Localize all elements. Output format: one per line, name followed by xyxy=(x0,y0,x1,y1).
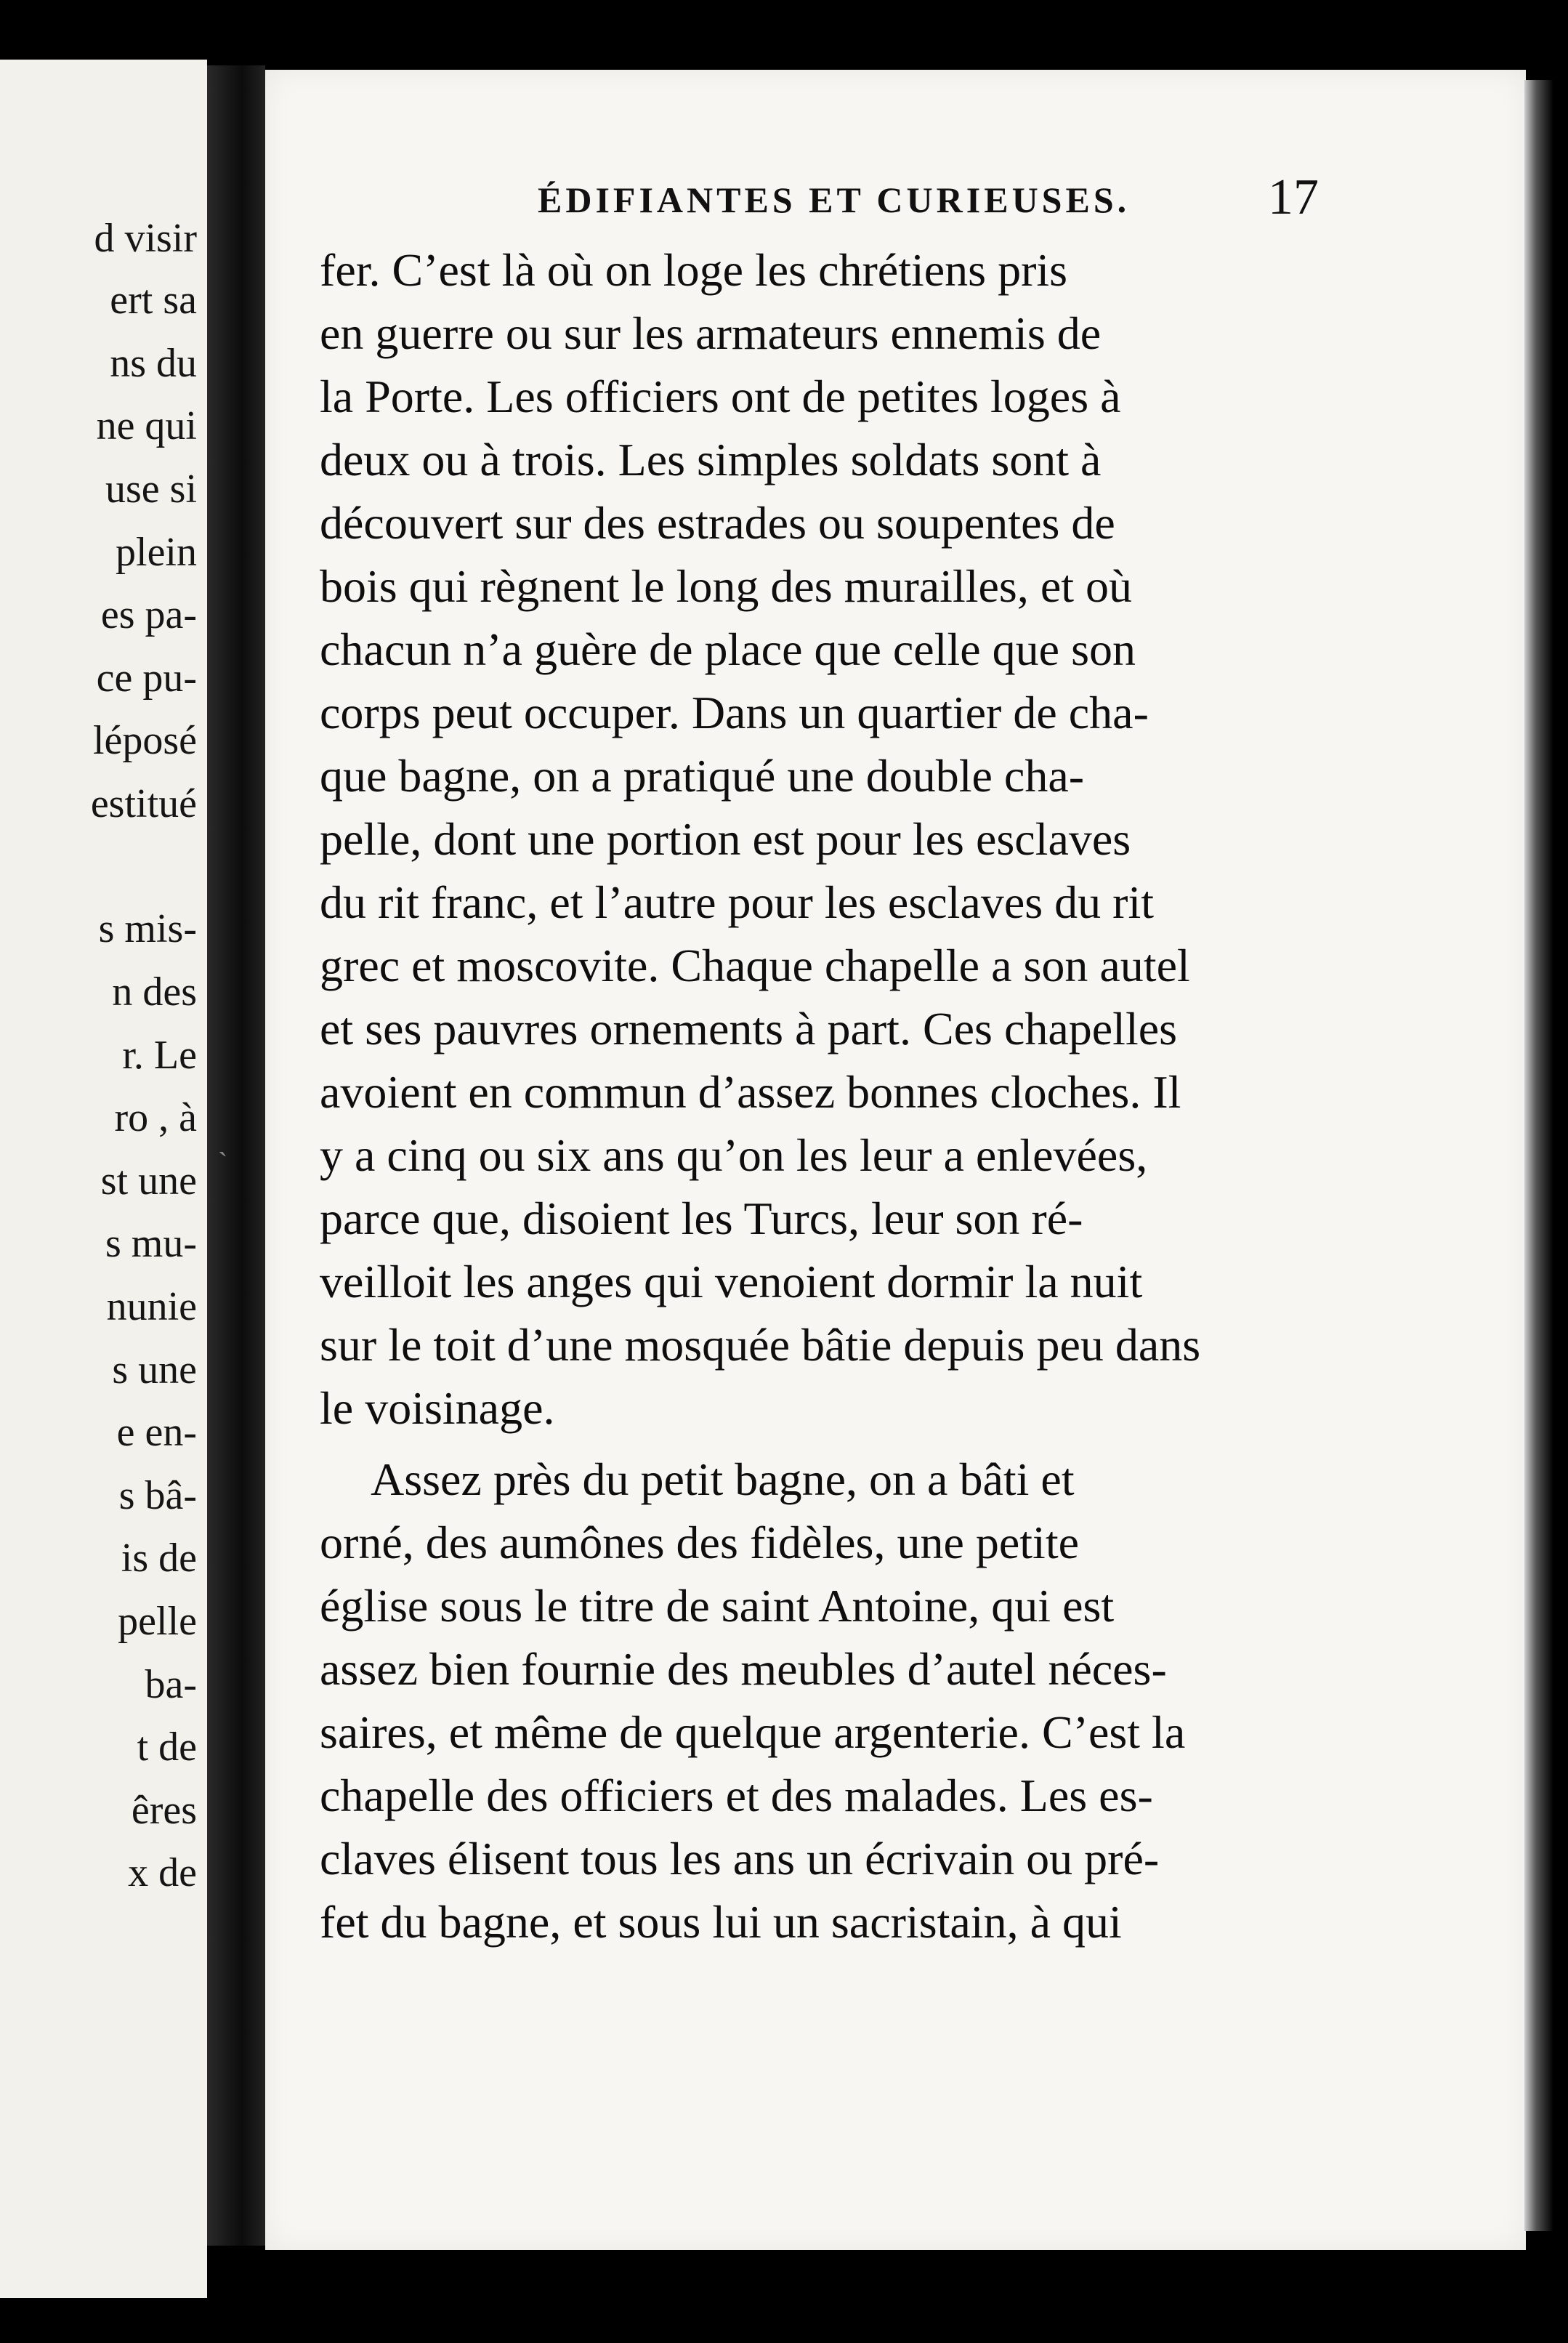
body-text-line: chapelle des officiers et des malades. Les es- xyxy=(320,1770,1153,1821)
body-text-line: sur le toit d’une mosquée bâtie depuis peu dans xyxy=(320,1319,1201,1371)
left-page-line: x de xyxy=(128,1850,197,1895)
body-text-line: le voisinage. xyxy=(320,1382,555,1434)
left-page-line: ne qui xyxy=(96,403,197,448)
left-page-line: r. Le xyxy=(122,1033,197,1078)
left-page-line: st une xyxy=(100,1158,197,1203)
body-text-line: que bagne, on a pratiqué une double cha- xyxy=(320,750,1085,802)
left-page-line: êres xyxy=(131,1788,197,1833)
page-edge-shadow xyxy=(1524,80,1553,2231)
left-page-line: use si xyxy=(105,467,197,512)
left-page-line: ce pu- xyxy=(96,656,197,701)
body-text-line: et ses pauvres ornements à part. Ces chapelles xyxy=(320,1003,1178,1054)
left-page-line: léposé xyxy=(92,718,197,763)
body-text-line: du rit franc, et l’autre pour les esclaves du rit xyxy=(320,876,1154,928)
left-page-line: plein xyxy=(116,530,197,575)
page-number: 17 xyxy=(1268,169,1319,225)
left-page-line: es pa- xyxy=(100,592,197,637)
body-text-line: veilloit les anges qui venoient dormir la nuit xyxy=(320,1256,1143,1307)
left-page-line: t de xyxy=(137,1725,197,1770)
body-text-line: deux ou à trois. Les simples soldats sont à xyxy=(320,434,1102,485)
left-page-line: ba- xyxy=(145,1662,197,1707)
body-text-line: pelle, dont une portion est pour les esclaves xyxy=(320,813,1131,865)
left-page-line: d visir xyxy=(94,216,197,261)
body-text-line: la Porte. Les officiers ont de petites loges à xyxy=(320,371,1121,422)
body-text-line: saires, et même de quelque argenterie. C’est la xyxy=(320,1706,1186,1758)
body-text-line: fer. C’est là où on loge les chrétiens pris xyxy=(320,244,1068,296)
left-page-line: n des xyxy=(112,969,197,1015)
body-text-line: assez bien fournie des meubles d’autel néces- xyxy=(320,1643,1167,1695)
body-text-line: en guerre ou sur les armateurs ennemis de xyxy=(320,307,1102,359)
left-page-line: ns du xyxy=(110,341,197,386)
body-text-line: église sous le titre de saint Antoine, qui est xyxy=(320,1580,1115,1632)
body-text-line: fet du bagne, et sous lui un sacristain, à qui xyxy=(320,1896,1122,1948)
facing-left-page xyxy=(0,60,207,2298)
left-page-line: s une xyxy=(112,1347,197,1392)
left-page-line: is de xyxy=(121,1536,197,1581)
left-page-line: s mis- xyxy=(98,906,197,951)
left-page-line: pelle xyxy=(118,1599,197,1644)
running-head: ÉDIFIANTES ET CURIEUSES. xyxy=(538,180,1131,220)
stray-mark: ` xyxy=(218,1146,228,1179)
body-text-line: bois qui règnent le long des murailles, et où xyxy=(320,560,1132,612)
body-text-line: découvert sur des estrades ou soupentes de xyxy=(320,497,1115,549)
left-page-line: estitué xyxy=(90,781,197,826)
left-page-line: s mu- xyxy=(105,1221,197,1266)
left-page-line: nunie xyxy=(106,1284,197,1329)
body-text-line: y a cinq ou six ans qu’on les leur a enlevées, xyxy=(320,1129,1148,1181)
body-text-line: claves élisent tous les ans un écrivain ou pré- xyxy=(320,1833,1160,1884)
body-text-line: Assez près du petit bagne, on a bâti et xyxy=(371,1453,1075,1505)
left-page-line: ro , à xyxy=(114,1095,197,1140)
body-text-line: grec et moscovite. Chaque chapelle a son autel xyxy=(320,940,1190,991)
book-gutter xyxy=(207,65,265,2246)
body-text-line: parce que, disoient les Turcs, leur son ré- xyxy=(320,1193,1083,1244)
body-text-line: corps peut occuper. Dans un quartier de cha- xyxy=(320,687,1149,738)
left-page-line: s bâ- xyxy=(118,1473,197,1518)
body-text-line: avoient en commun d’assez bonnes cloches. Il xyxy=(320,1066,1181,1118)
body-text-line: orné, des aumônes des fidèles, une petite xyxy=(320,1517,1079,1568)
left-page-line: ert sa xyxy=(110,278,197,323)
body-text-line: chacun n’a guère de place que celle que son xyxy=(320,624,1136,675)
left-page-line: e en- xyxy=(116,1410,197,1455)
